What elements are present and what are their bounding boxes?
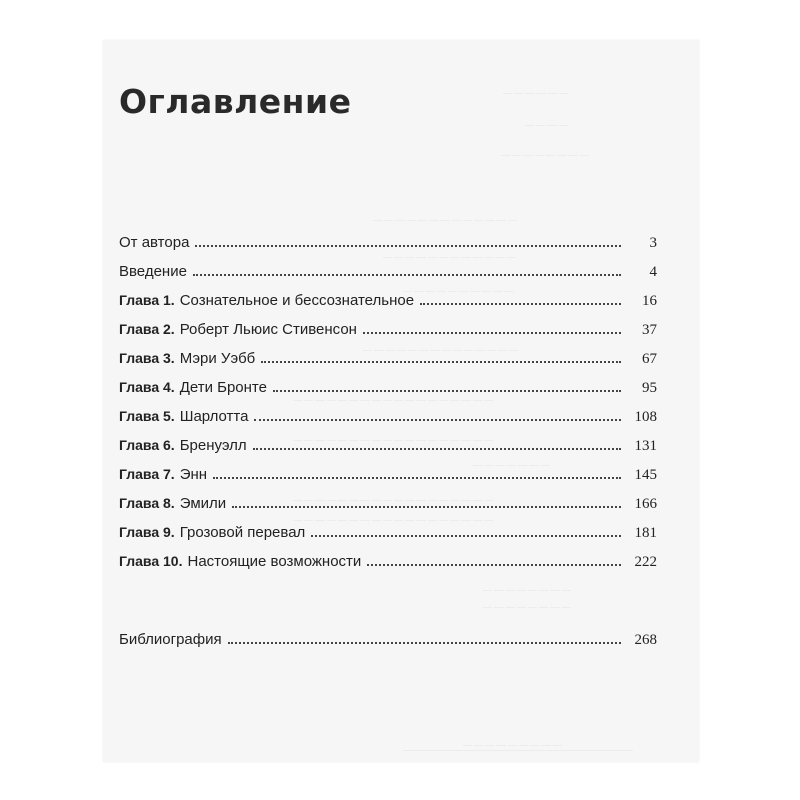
toc-page-number: 145: [634, 467, 657, 483]
chapter-number: Глава 5.: [119, 408, 175, 424]
chapter-title: Шарлотта: [179, 408, 249, 425]
divider: [403, 750, 633, 751]
toc-entry-introduction[interactable]: [119, 263, 657, 292]
chapter-title: Сознательное и бессознательное: [179, 292, 415, 309]
chapter-number: Глава 4.: [119, 379, 175, 395]
dot-leader: [195, 245, 621, 247]
chapter-title: Роберт Льюис Стивенсон: [179, 321, 357, 338]
chapter-title: Грозовой перевал: [179, 524, 306, 541]
dot-leader: [253, 448, 621, 450]
toc-page-number: 3: [649, 235, 657, 251]
toc-entry-bibliography[interactable]: [119, 631, 657, 660]
toc-entry-chapter-7[interactable]: [119, 466, 657, 495]
page-title: Оглавление: [119, 82, 352, 121]
dot-leader: [311, 535, 621, 537]
chapter-number: Глава 10.: [119, 553, 183, 569]
toc-page-number: 95: [642, 380, 657, 396]
book-page: Оглавление — — — — — — — — — — — — — — — — — — — — — — — — — — — — — — — — — — — — — — — — — — — — — — — — — — — — — — — — — — — — — — — — — — — — — — — — — — — — — — — — — — — — — — — — — — — — — — — — — — — — — — — — — — — — — — — — — — — — — — — — — — — — — — — — — — — — — — — — — — — — — — — — — — — — — — — — — — — — — — — — — — — — — — — — — — — От автора 3 Введение 4 Глава 1. Сознательное и бессознательное 16 Глава 2. Роберт Льюис Стивенсон 37 Глава 3. Мэри Уэбб 67 Глава 4. Дети Бронте 95 Глава 5. Шарлотта 108 Глава 6. Бренуэлл 131 Глава 7. Энн 145 Глава 8. Эмили 166 Глава 9. Грозовой перевал 181 Глава 10. Настоящие возможности 222 Библиография 268: [103, 40, 699, 762]
chapter-number: Глава 6.: [119, 437, 175, 453]
dot-leader: [363, 332, 621, 334]
toc-entry-chapter-5[interactable]: [119, 408, 657, 437]
toc-entry-author-note[interactable]: [119, 234, 657, 263]
toc-page-number: 181: [634, 525, 657, 541]
toc-entry-chapter-3[interactable]: [119, 350, 657, 379]
chapter-number: Глава 9.: [119, 524, 175, 540]
dot-leader: [367, 564, 621, 566]
dot-leader: [213, 477, 621, 479]
chapter-title: Бренуэлл: [179, 437, 247, 454]
toc-entry-chapter-6[interactable]: [119, 437, 657, 466]
toc-entry-chapter-1[interactable]: [119, 292, 657, 321]
chapter-number: Глава 8.: [119, 495, 175, 511]
toc-entry-label: От автора: [119, 234, 190, 251]
toc-page-number: 131: [634, 438, 657, 454]
toc-page-number: 166: [634, 496, 657, 512]
chapter-title: Настоящие возможности: [187, 553, 362, 570]
toc-page-number: 4: [649, 264, 657, 280]
toc-page-number: 108: [634, 409, 657, 425]
dot-leader: [273, 390, 621, 392]
toc-entry-chapter-9[interactable]: [119, 524, 657, 553]
toc-entry-chapter-8[interactable]: [119, 495, 657, 524]
dot-leader: [254, 419, 621, 421]
toc-entry-label: Введение: [119, 263, 187, 280]
chapter-title: Энн: [179, 466, 208, 483]
toc-page-number: 268: [634, 632, 657, 648]
chapter-number: Глава 2.: [119, 321, 175, 337]
chapter-title: Мэри Уэбб: [179, 350, 256, 367]
toc-entry-label: Библиография: [119, 631, 222, 648]
chapter-title: Эмили: [179, 495, 227, 512]
dot-leader: [420, 303, 621, 305]
toc-page-number: 37: [642, 322, 657, 338]
toc-page-number: 222: [634, 554, 657, 570]
dot-leader: [193, 274, 621, 276]
toc-entry-chapter-4[interactable]: [119, 379, 657, 408]
dot-leader: [261, 361, 621, 363]
dot-leader: [228, 642, 621, 644]
chapter-number: Глава 3.: [119, 350, 175, 366]
toc-page-number: 16: [642, 293, 657, 309]
chapter-title: Дети Бронте: [179, 379, 267, 396]
chapter-number: Глава 1.: [119, 292, 175, 308]
table-of-contents: [119, 234, 657, 660]
toc-page-number: 67: [642, 351, 657, 367]
chapter-number: Глава 7.: [119, 466, 175, 482]
dot-leader: [232, 506, 621, 508]
toc-entry-chapter-2[interactable]: [119, 321, 657, 350]
toc-entry-chapter-10[interactable]: [119, 553, 657, 582]
